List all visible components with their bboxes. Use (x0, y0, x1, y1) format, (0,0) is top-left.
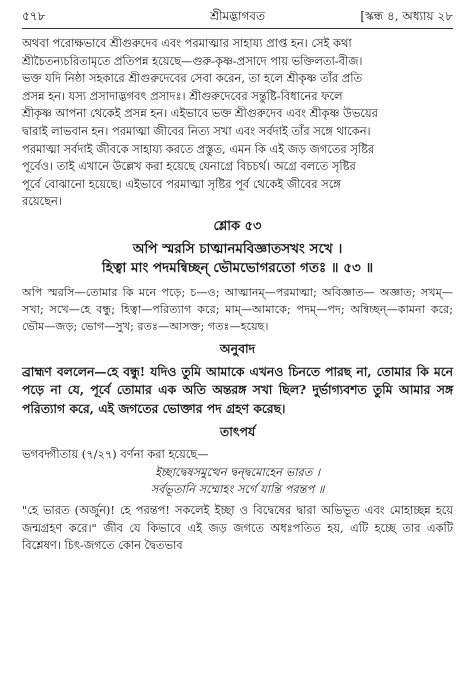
verse-line-1: অপি স্মরসি চাত্মানমবিজ্ঞাতসখং সখে । (132, 240, 343, 257)
section-reference: [স্কন্ধ ৪, অধ্যায় ২৮ (360, 9, 453, 23)
purport-intro: ভগবদ্গীতায় (৭/২৭) বর্ণনা করা হয়েছে— (22, 447, 209, 462)
purport-heading: তাৎপর্য (219, 424, 256, 440)
intro-paragraph (22, 35, 453, 211)
intro-line: পরমাত্মা সর্বদাই জীবকে সাহায্য করতে প্রস্তুত, এমন কি এই জড় জগতের সৃষ্টির (22, 141, 375, 156)
gita-quote-line-1: ইচ্ছাদ্বেষসমুত্থেন দ্বন্দ্বমোহেন ভারত । (154, 465, 321, 480)
book-title: শ্রীমদ্ভাগবত (209, 9, 265, 23)
verse-heading: শ্লোক ৫৩ (213, 218, 262, 234)
word-synonyms: অপি স্মরসি—তোমার কি মনে পড়ে; চ—ও; আত্মানম্—পরমাত্মা; অবিজ্ঞাত— অজ্ঞাত; সখম্—সখা; সখে—হে বন্ধু; হিত্বা—পরিত্যাগ করে; মাম্—আমাকে; পদম্—পদ; অন্বিচ্ছন্—কামনা করে; ভৌম—জড়; ভোগ—সুখ; রতঃ—আসক্ত; গতঃ—হয়েছ। (22, 285, 453, 333)
page-number: ৫৭৮ (22, 9, 46, 23)
intro-line: ভক্ত যদি নিষ্ঠা সহকারে শ্রীগুরুদেবের সেবা করেন, তা হলে শ্রীকৃষ্ণ তাঁর প্রতি (22, 71, 363, 86)
translation-heading: অনুবাদ (219, 340, 256, 356)
gita-quote-line-2: সর্বভূতানি সম্মোহং সর্গে যান্তি পরন্তপ ॥ (150, 482, 325, 497)
intro-line: দ্বারাই লাভবান হন। পরমাত্মা জীবের নিত্য সখা এবং সর্বদাই তাঁর সঙ্গে থাকেন। (22, 123, 371, 138)
intro-line: রয়েছেন। (22, 194, 62, 209)
intro-line: শ্রীকৃষ্ণ আপনা থেকেই প্রসন্ন হন। এইভাবে ভক্ত শ্রীগুরুদেব এবং শ্রীকৃষ্ণ উভয়ের (22, 106, 378, 121)
intro-line: শ্রীচৈতন্যচরিতামৃতে প্রতিপন্ন হয়েছে—গুরু-কৃষ্ণ-প্রসাদে পায় ভক্তিলতা-বীজ। (22, 53, 363, 68)
header-rule (22, 28, 453, 29)
purport-text: "হে ভারত (অর্জুন)! হে পরন্তপ! সকলেই ইচ্ছা ও বিদ্বেষের দ্বারা অভিভূত এবং মোহাচ্ছন্ন হয়ে জন্মগ্রহণ করে।" জীব যে কিভাবে এই জড় জগতে অধঃপতিত হয়, এটি হচ্ছে তার একটি বিশ্লেষণ। চিৎ-জগতে কোন দ্বৈতভাব (22, 503, 453, 553)
intro-line: পূর্বে বোঝানো হয়েছে। এইভাবে পরমাত্মা সৃষ্টির পূর্ব থেকেই জীবের সঙ্গে (22, 176, 341, 191)
verse-line-2: হিত্বা মাং পদমন্বিচ্ছন্ ভৌমভোগরতো গতঃ ॥ ৫৩ ॥ (101, 259, 374, 276)
intro-line: প্রসন্ন হন। যস্য প্রসাদাদ্ভগবৎ প্রসাদঃ। শ্রীগুরুদেবের সন্তুষ্টি-বিধানের ফলে (22, 88, 343, 103)
intro-line: পূর্বেও। তাই এখানে উল্লেখ করা হয়েছে যেনাগ্রে বিচচর্থ। অগ্রে বলতে সৃষ্টির (22, 159, 356, 174)
translation-text: ব্রাহ্মণ বললেন—হে বন্ধু! যদিও তুমি আমাকে এখনও চিনতে পারছ না, তোমার কি মনে পড়ে না যে, পূর্বে তোমার এক অতি অন্তরঙ্গ সখা ছিল? দুর্ভাগ্যবশত তুমি আমার সঙ্গ পরিত্যাগ করে, এই জগতের ভোক্তার পদ গ্রহণ করেছ। (22, 363, 453, 416)
intro-line: অথবা পরোক্ষভাবে শ্রীগুরুদেব এবং পরমাত্মার সাহায্য প্রাপ্ত হন। সেই কথা (22, 36, 352, 50)
